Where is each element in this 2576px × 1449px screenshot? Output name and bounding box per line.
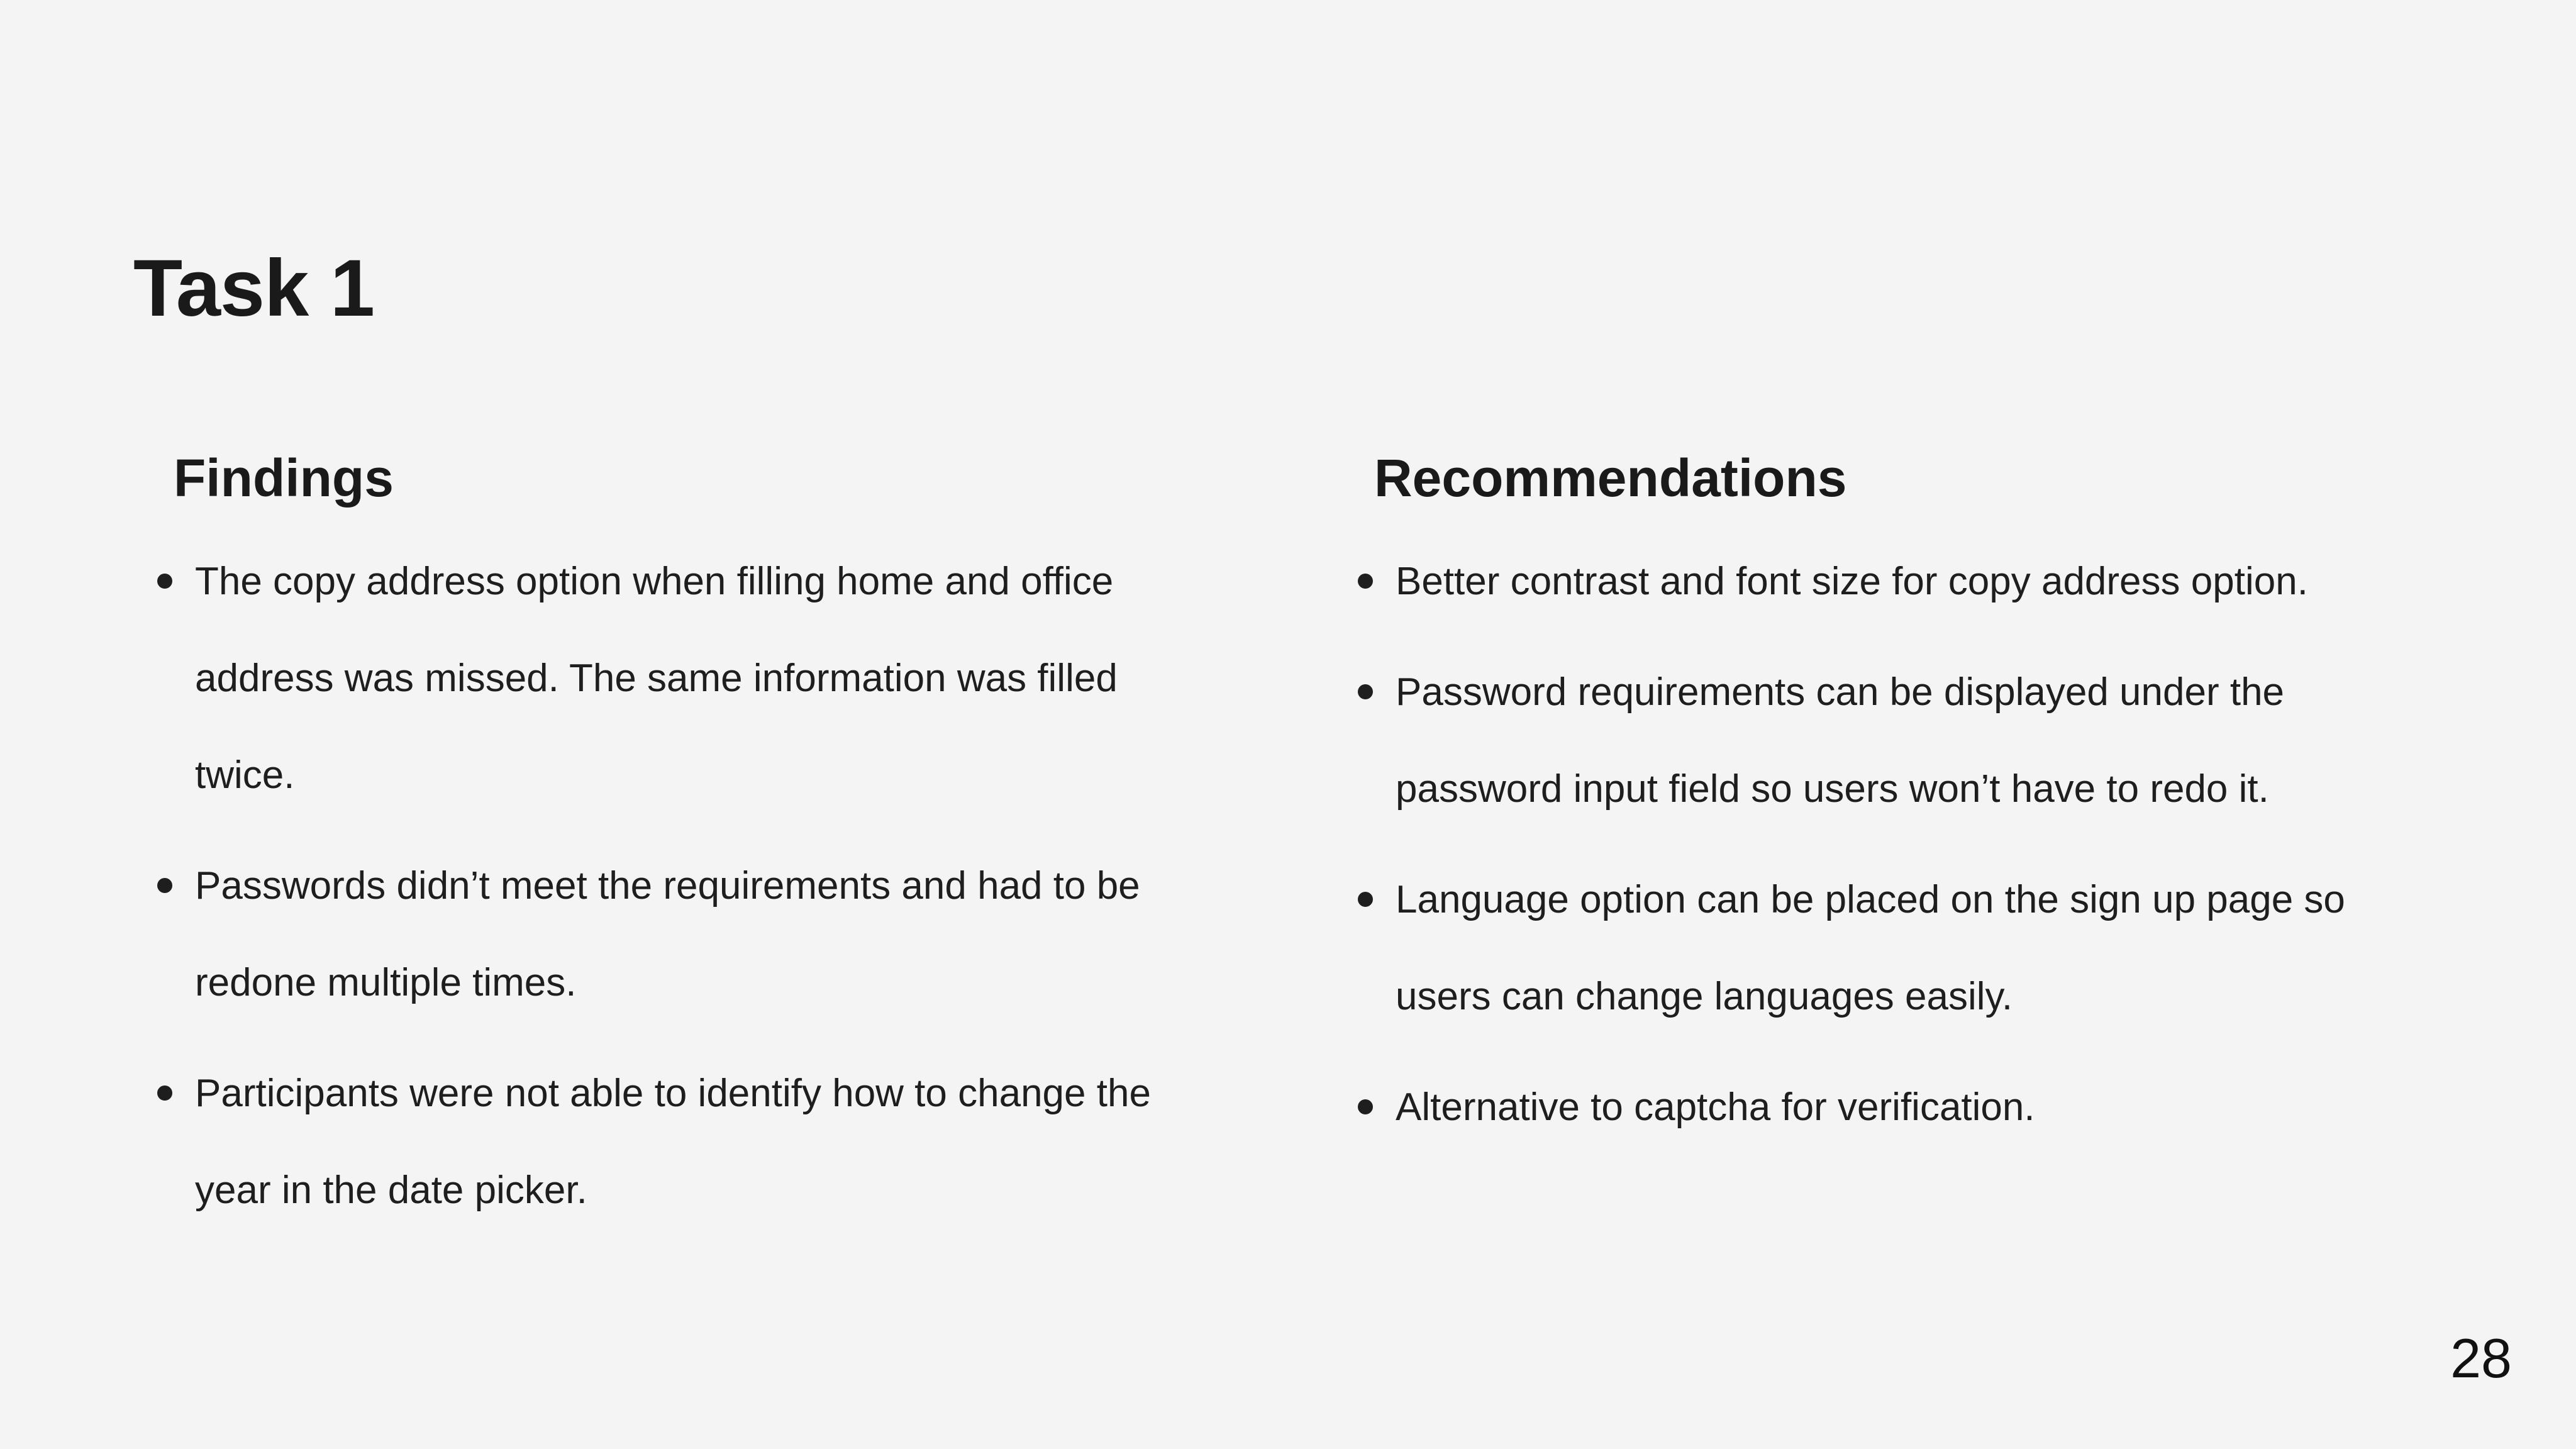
bullet-icon [157,574,172,589]
findings-item-text: Passwords didn’t meet the requirements and had to be redone multiple times. [195,864,1140,1004]
recommendations-item-text: Password requirements can be displayed under the password input field so users won’t have to redo it. [1396,670,2285,811]
bullet-icon [1358,684,1373,699]
page-number: 28 [2450,1327,2512,1389]
recommendations-item [1374,1059,2380,1156]
findings-item-text: The copy address option when filling home and office address was missed. The same information was filled twice. [195,560,1118,797]
recommendations-item-text: Better contrast and font size for copy address option. [1396,560,2308,603]
recommendations-section [1374,447,2380,1170]
recommendations-item [1374,533,2380,630]
recommendations-heading: Recommendations [1374,448,1847,508]
findings-item-text: Participants were not able to identify how to change the year in the date picker. [195,1072,1151,1212]
findings-heading: Findings [174,448,394,508]
findings-item [174,838,1180,1031]
bullet-icon [1358,574,1373,589]
bullet-icon [1358,1099,1373,1114]
recommendations-item-text: Alternative to captcha for verification. [1396,1085,2035,1129]
recommendations-list [1374,533,2380,1156]
findings-list [174,533,1180,1239]
bullet-icon [157,878,172,893]
recommendations-item [1374,644,2380,838]
findings-item [174,1045,1180,1239]
slide-title: Task 1 [133,243,374,333]
recommendations-item [1374,852,2380,1045]
bullet-icon [157,1085,172,1101]
findings-section [174,447,1180,1253]
bullet-icon [1358,892,1373,907]
findings-item [174,533,1180,824]
recommendations-item-text: Language option can be placed on the sign up page so users can change languages easily. [1396,878,2345,1018]
